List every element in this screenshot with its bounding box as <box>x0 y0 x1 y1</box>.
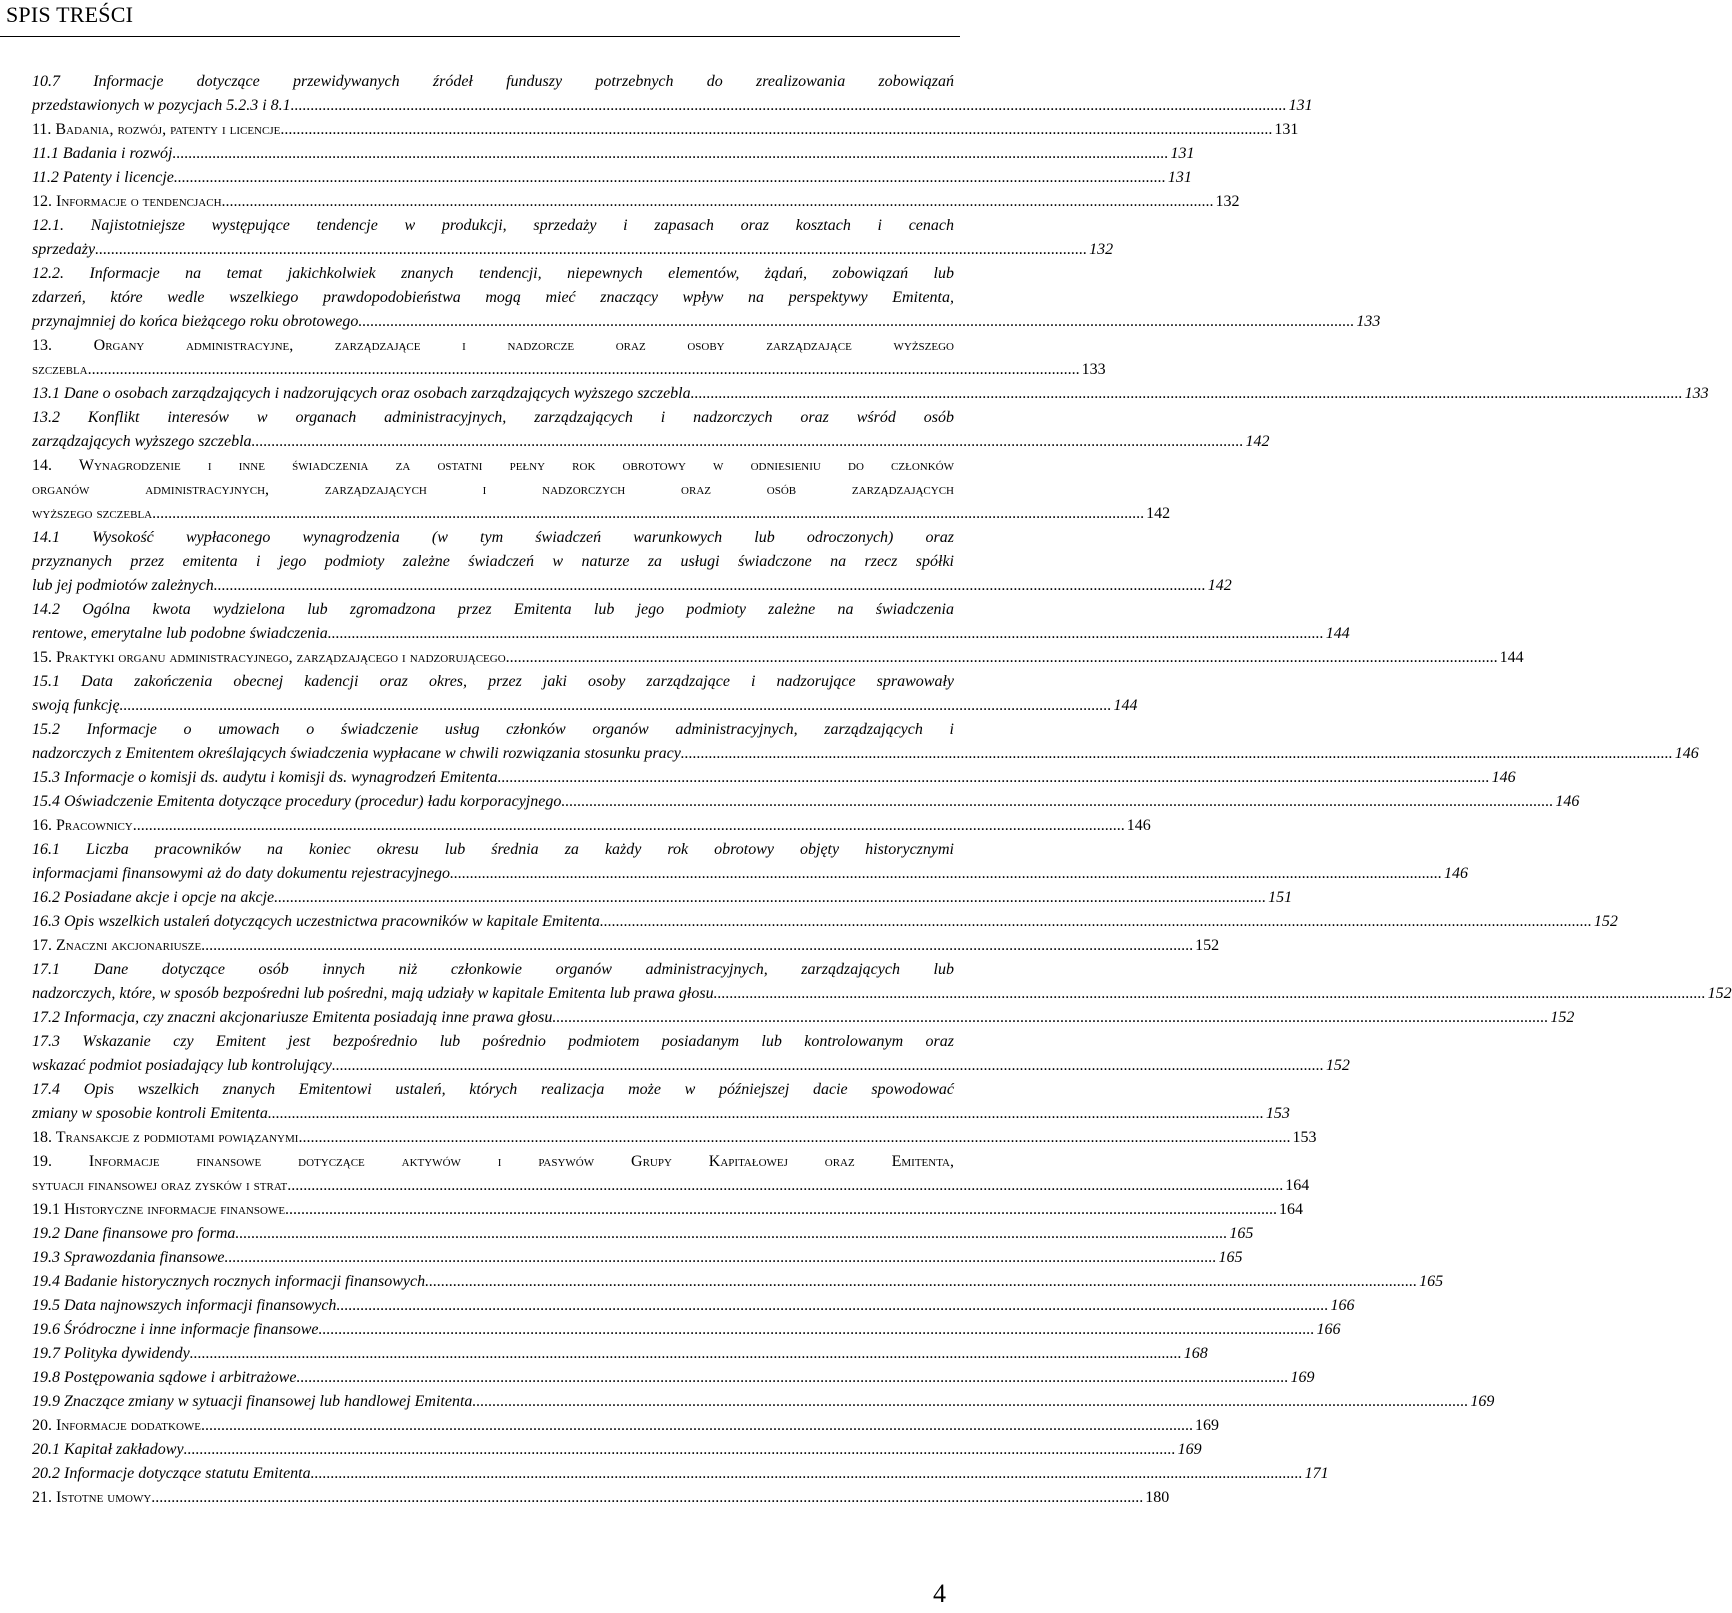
toc-entry[interactable] <box>32 1462 1329 1486</box>
toc-entry-last-line <box>32 1102 1290 1126</box>
toc-dot-leader <box>476 1390 1468 1414</box>
toc-dot-leader <box>506 646 1498 670</box>
toc-dot-leader <box>201 934 1193 958</box>
toc-page-number: 133 <box>1081 361 1106 378</box>
toc-entry-title: 19.4 Badanie historycznych rocznych informacji finansowych <box>32 1273 426 1290</box>
toc-page-number: 131 <box>1288 97 1313 114</box>
toc-entry-title: nadzorczych, które, w sposób bezpośredni lub pośredni, mają udziały w kapitale Emitenta lub prawa głosu <box>32 985 714 1002</box>
toc-entry-last-line <box>32 1294 1355 1318</box>
toc-dot-leader <box>224 1246 1216 1270</box>
toc-entry-line: 14.2 Ogólna kwota wydzielona lub zgromadzona przez Emitenta lub jego podmioty zależne na świadczenia <box>32 601 954 618</box>
toc-entry-title: zarządzających wyższego szczebla <box>32 433 252 450</box>
toc-entry-line: 12.2. Informacje na temat jakichkolwiek znanych tendencji, niepewnych elementów, żądań, zobowiązań lub <box>32 265 954 282</box>
toc-dot-leader <box>272 1102 1264 1126</box>
toc-entry-last-line <box>32 646 1524 670</box>
toc-entry[interactable] <box>32 382 1709 406</box>
toc-entry-last-line <box>32 1390 1495 1414</box>
toc-entry-title: wyższego szczebla <box>32 505 153 522</box>
toc-page-number: 142 <box>1245 433 1270 450</box>
toc-entry-title: 19.3 Sprawozdania finansowe <box>32 1249 225 1266</box>
toc-entry-last-line <box>32 574 1232 598</box>
toc-entry-title: 19.2 Dane finansowe pro forma <box>32 1225 236 1242</box>
toc-entry[interactable] <box>32 334 1106 382</box>
toc-dot-leader <box>311 1462 1303 1486</box>
toc-entry-line: 17.3 Wskazanie czy Emitent jest bezpośrednio lub pośrednio podmiotem posiadanym lub kontrolowanym oraz <box>32 1033 954 1050</box>
toc-entry-title: swoją funkcję <box>32 697 120 714</box>
toc-entry-title: 15.4 Oświadczenie Emitenta dotyczące procedury (procedur) ładu korporacyjnego <box>32 793 562 810</box>
toc-entry-last-line <box>32 1126 1317 1150</box>
toc-page-number: 132 <box>1089 241 1114 258</box>
toc-dot-leader <box>120 694 1112 718</box>
toc-page-number: 144 <box>1113 697 1138 714</box>
toc-dot-leader <box>556 1006 1548 1030</box>
toc-entry-last-line <box>32 862 1469 886</box>
toc-dot-leader <box>561 790 1553 814</box>
toc-entry-title: nadzorczych z Emitentem określających świadczenia wypłacane w chwili rozwiązania stosunku pracy <box>32 745 681 762</box>
toc-entry-line: 15.1 Data zakończenia obecnej kadencji oraz okres, przez jaki osoby zarządzające i nadzorujące sprawowały <box>32 673 954 690</box>
toc-dot-leader <box>450 862 1442 886</box>
toc-entry-title: 20.2 Informacje dotyczące statutu Emitenta <box>32 1465 311 1482</box>
toc-entry-last-line <box>32 118 1299 142</box>
toc-entry-title: przedstawionych w pozycjach 5.2.3 i 8.1. <box>32 97 295 114</box>
toc-page-number: 152 <box>1593 913 1618 930</box>
toc-entry[interactable] <box>32 934 1220 958</box>
toc-dot-leader <box>176 142 1168 166</box>
toc-entry-line: 14.1 Wysokość wypłaconego wynagrodzenia (w tym świadczeń warunkowych lub odroczonych) oraz <box>32 529 954 546</box>
toc-entry-last-line <box>32 1222 1254 1246</box>
toc-page-number: 168 <box>1183 1345 1208 1362</box>
toc-entry-line: 13. Organy administracyjne, zarządzające i nadzorcze oraz osoby zarządzające wyższego <box>32 337 954 354</box>
toc-entry-title: 11.2 Patenty i licencje <box>32 169 174 186</box>
toc-page-number: 169 <box>1470 1393 1495 1410</box>
toc-page-number: 169 <box>1195 1417 1219 1434</box>
toc-entry-title: 18. Transakcje z podmiotami powiązanymi <box>32 1129 299 1146</box>
toc-entry-last-line <box>32 1054 1350 1078</box>
toc-entry[interactable] <box>32 1318 1341 1342</box>
toc-page-number: 152 <box>1325 1057 1350 1074</box>
toc-entry[interactable] <box>32 790 1580 814</box>
toc-entry-line: 17.4 Opis wszelkich znanych Emitentowi ustaleń, których realizacja może w późniejszej dacie spowodować <box>32 1081 954 1098</box>
toc-page-number: 146 <box>1491 769 1516 786</box>
toc-page-number: 152 <box>1550 1009 1575 1026</box>
toc-entry[interactable] <box>32 646 1524 670</box>
toc-entry-title: 15.3 Informacje o komisji ds. audytu i komisji ds. wynagrodzeń Emitenta <box>32 769 498 786</box>
toc-entry[interactable] <box>32 526 1232 598</box>
toc-entry-last-line <box>32 142 1195 166</box>
toc-entry[interactable] <box>32 406 1270 454</box>
toc-entry[interactable] <box>32 190 1240 214</box>
toc-entry-title: 20.1 Kapitał zakładowy <box>32 1441 184 1458</box>
toc-page-number: 146 <box>1555 793 1580 810</box>
toc-entry[interactable] <box>32 166 1192 190</box>
toc-entry-last-line <box>32 310 1381 334</box>
toc-entry[interactable] <box>32 1414 1219 1438</box>
toc-page-number: 131 <box>1170 145 1195 162</box>
toc-page-number: 166 <box>1330 1297 1355 1314</box>
toc-entry-last-line <box>32 1246 1243 1270</box>
toc-entry[interactable] <box>32 958 1732 1006</box>
toc-entry-line: 14. Wynagrodzenie i inne świadczenia za ostatni pełny rok obrotowy w odniesieniu do członków <box>32 457 954 474</box>
toc-entry[interactable] <box>32 214 1114 262</box>
toc-entry[interactable] <box>32 1222 1254 1246</box>
toc-page-number: 164 <box>1279 1201 1304 1218</box>
toc-dot-leader <box>681 742 1673 766</box>
toc-page-number: 144 <box>1325 625 1350 642</box>
toc-page-number: 133 <box>1356 313 1381 330</box>
toc-entry-last-line <box>32 766 1516 790</box>
toc-entry[interactable] <box>32 1198 1304 1222</box>
toc-entry[interactable] <box>32 1006 1575 1030</box>
toc-entry[interactable] <box>32 838 1469 886</box>
toc-entry[interactable] <box>32 1150 1310 1198</box>
toc-entry-last-line <box>32 1462 1329 1486</box>
toc-dot-leader <box>332 622 1324 646</box>
toc-entry-last-line <box>32 1414 1219 1438</box>
toc-entry-last-line <box>32 742 1699 766</box>
toc-entry[interactable] <box>32 118 1299 142</box>
toc-dot-leader <box>285 1198 1277 1222</box>
toc-entry-title: 16.3 Opis wszelkich ustaleń dotyczących uczestnictwa pracowników w kapitale Emitenta <box>32 913 600 930</box>
toc-entry-title: 17.2 Informacja, czy znaczni akcjonariusze Emitenta posiadają inne prawa głosu. <box>32 1009 557 1026</box>
toc-entry[interactable] <box>32 1030 1350 1078</box>
toc-page-number: 146 <box>1444 865 1469 882</box>
toc-entry-title: wskazać podmiot posiadający lub kontrolujący <box>32 1057 332 1074</box>
toc-page-number: 131 <box>1274 121 1299 138</box>
toc-page-number: 144 <box>1499 649 1524 666</box>
toc-dot-leader <box>152 502 1144 526</box>
toc-entry-line: 13.2 Konflikt interesów w organach administracyjnych, zarządzających i nadzorczych oraz wśród osób <box>32 409 954 426</box>
toc-entry-line: 12.1. Najistotniejsze występujące tendencje w produkcji, sprzedaży i zapasach oraz kosztach i cenach <box>32 217 954 234</box>
toc-page-number: 151 <box>1268 889 1293 906</box>
toc-entry-last-line <box>32 982 1732 1006</box>
toc-entry-title: informacjami finansowymi aż do daty dokumentu rejestracyjnego <box>32 865 451 882</box>
toc-entry[interactable] <box>32 718 1699 766</box>
toc-entry-last-line <box>32 790 1580 814</box>
toc-page-number: 153 <box>1265 1105 1290 1122</box>
toc-entry[interactable] <box>32 598 1350 646</box>
toc-page-number: 165 <box>1218 1249 1243 1266</box>
toc-page-number: 166 <box>1316 1321 1341 1338</box>
page-number: 4 <box>933 1579 946 1608</box>
toc-page-number: 180 <box>1145 1489 1170 1506</box>
toc-dot-leader <box>214 574 1206 598</box>
toc-entry[interactable] <box>32 142 1195 166</box>
toc-entry-last-line <box>32 166 1192 190</box>
toc-entry-title: 12. Informacje o tendencjach <box>32 193 222 210</box>
toc-entry-last-line <box>32 622 1350 646</box>
toc-entry[interactable] <box>32 1342 1208 1366</box>
toc-entry-last-line <box>32 1006 1575 1030</box>
toc-entry[interactable] <box>32 1486 1170 1510</box>
toc-dot-leader <box>190 1342 1182 1366</box>
toc-page-number: 142 <box>1207 577 1232 594</box>
toc-dot-leader <box>295 94 1287 118</box>
toc-entry[interactable] <box>32 1390 1495 1414</box>
toc-entry-line: 15.2 Informacje o umowach o świadczenie usług członków organów administracyjnych, zarządzających i <box>32 721 954 738</box>
toc-entry-last-line <box>32 910 1618 934</box>
toc-entry-title: 16.2 Posiadane akcje i opcje na akcje <box>32 889 275 906</box>
toc-dot-leader <box>235 1222 1227 1246</box>
toc-entry-last-line <box>32 886 1293 910</box>
toc-page-number: 153 <box>1292 1129 1317 1146</box>
toc-entry-line: 17.1 Dane dotyczące osób innych niż członkowie organów administracyjnych, zarządzających lub <box>32 961 954 978</box>
toc-entry-last-line <box>32 934 1220 958</box>
toc-entry-last-line <box>32 814 1151 838</box>
toc-entry-last-line <box>32 1270 1444 1294</box>
toc-entry-title: szczebla <box>32 361 88 378</box>
toc-entry-last-line <box>32 1438 1202 1462</box>
toc-dot-leader <box>323 1318 1315 1342</box>
toc-entry[interactable] <box>32 1126 1317 1150</box>
toc-page-number: 152 <box>1195 937 1220 954</box>
toc-entry-line: zdarzeń, które wedle wszelkiego prawdopodobieństwa mogą mieć znaczący wpływ na perspektywy Emitenta, <box>32 289 954 306</box>
toc-entry-title: sytuacji finansowej oraz zysków i strat. <box>32 1177 292 1194</box>
toc-entry[interactable] <box>32 1078 1290 1126</box>
toc-entry-last-line <box>32 1174 1310 1198</box>
toc-page-number: 169 <box>1177 1441 1202 1458</box>
toc-entry[interactable] <box>32 70 1313 118</box>
header-divider <box>0 36 960 37</box>
toc-entry-last-line <box>32 94 1313 118</box>
toc-entry-title: 17. Znaczni akcjonariusze <box>32 937 202 954</box>
toc-entry[interactable] <box>32 1246 1243 1270</box>
toc-page-number: 152 <box>1707 985 1732 1002</box>
toc-page-number: 165 <box>1419 1273 1444 1290</box>
toc-page-number: 169 <box>1290 1369 1315 1386</box>
toc-dot-leader <box>362 310 1354 334</box>
page-header-title: SPIS TREŚCI <box>6 2 134 27</box>
toc-dot-leader <box>498 766 1490 790</box>
toc-page-number: 142 <box>1146 505 1171 522</box>
toc-entry-title: przynajmniej do końca bieżącego roku obrotowego. <box>32 313 363 330</box>
toc-entry-line: 19. Informacje finansowe dotyczące aktywów i pasywów Grupy Kapitałowej oraz Emitenta, <box>32 1153 954 1170</box>
toc-page-number: 165 <box>1229 1225 1254 1242</box>
toc-entry-last-line <box>32 1198 1304 1222</box>
toc-entry-title: sprzedaży <box>32 241 96 258</box>
toc-dot-leader <box>296 1366 1288 1390</box>
toc-dot-leader <box>600 910 1592 934</box>
toc-entry-title: 19.1 Historyczne informacje finansowe <box>32 1201 286 1218</box>
toc-entry-last-line <box>32 430 1270 454</box>
toc-page-number: 131 <box>1167 169 1192 186</box>
toc-page-number: 132 <box>1215 193 1240 210</box>
toc-dot-leader <box>252 430 1244 454</box>
toc-entry[interactable] <box>32 262 1381 334</box>
toc-entry-title: 19.7 Polityka dywidendy <box>32 1345 190 1362</box>
toc-entry-title: 19.6 Śródroczne i inne informacje finansowe. <box>32 1321 323 1338</box>
toc-dot-leader <box>174 166 1166 190</box>
toc-entry-last-line <box>32 1342 1208 1366</box>
toc-entry[interactable] <box>32 1366 1315 1390</box>
toc-entry-last-line <box>32 502 1171 526</box>
toc-entry-last-line <box>32 694 1138 718</box>
toc-entry[interactable] <box>32 1294 1355 1318</box>
toc-entry[interactable] <box>32 910 1618 934</box>
toc-dot-leader <box>425 1270 1417 1294</box>
toc-entry-title: 20. Informacje dodatkowe <box>32 1417 201 1434</box>
toc-entry[interactable] <box>32 670 1138 718</box>
toc-entry-last-line <box>32 190 1240 214</box>
toc-dot-leader <box>201 1414 1193 1438</box>
toc-entry-line: organów administracyjnych, zarządzających i nadzorczych oraz osób zarządzających <box>32 481 954 498</box>
toc-dot-leader <box>298 1126 1290 1150</box>
toc-entry-line: 16.1 Liczba pracowników na koniec okresu lub średnia za każdy rok obrotowy objęty historycznymi <box>32 841 954 858</box>
toc-entry-line: 10.7 Informacje dotyczące przewidywanych źródeł funduszy potrzebnych do zrealizowania zobowiązań <box>32 73 954 90</box>
toc-entry-title: 13.1 Dane o osobach zarządzających i nadzorujących oraz osobach zarządzających wyższego szczebla <box>32 385 691 402</box>
table-of-contents <box>32 70 1732 1510</box>
toc-entry[interactable] <box>32 454 1171 526</box>
toc-entry-title: zmiany w sposobie kontroli Emitenta. <box>32 1105 272 1122</box>
toc-entry-last-line <box>32 1486 1170 1510</box>
toc-page-number: 171 <box>1304 1465 1329 1482</box>
toc-entry-last-line <box>32 1366 1315 1390</box>
toc-entry-title: 19.8 Postępowania sądowe i arbitrażowe <box>32 1369 297 1386</box>
toc-entry-title: 21. Istotne umowy <box>32 1489 152 1506</box>
toc-dot-leader <box>95 238 1087 262</box>
toc-page-number: 146 <box>1674 745 1699 762</box>
toc-entry-title: 16. Pracownicy <box>32 817 133 834</box>
toc-entry[interactable] <box>32 814 1151 838</box>
toc-entry-last-line <box>32 382 1709 406</box>
toc-dot-leader <box>151 1486 1143 1510</box>
toc-dot-leader <box>291 1174 1283 1198</box>
toc-entry[interactable] <box>32 766 1516 790</box>
toc-dot-leader <box>133 814 1125 838</box>
toc-entry-title: 11. Badania, rozwój, patenty i licencje <box>32 121 281 138</box>
toc-dot-leader <box>274 886 1266 910</box>
toc-dot-leader <box>184 1438 1176 1462</box>
toc-entry-title: lub jej podmiotów zależnych <box>32 577 214 594</box>
toc-page-number: 164 <box>1285 1177 1310 1194</box>
toc-entry-line: przyznanych przez emitenta i jego podmioty zależne świadczeń w naturze za usługi świadczone na rzecz spółki <box>32 553 954 570</box>
toc-entry-last-line <box>32 358 1106 382</box>
toc-dot-leader <box>332 1054 1324 1078</box>
toc-entry-title: rentowe, emerytalne lub podobne świadczenia. <box>32 625 332 642</box>
toc-dot-leader <box>691 382 1683 406</box>
toc-page-number: 133 <box>1684 385 1709 402</box>
toc-dot-leader <box>336 1294 1328 1318</box>
toc-entry[interactable] <box>32 1438 1202 1462</box>
toc-dot-leader <box>714 982 1706 1006</box>
toc-dot-leader <box>280 118 1272 142</box>
toc-entry-title: 19.9 Znaczące zmiany w sytuacji finansowej lub handlowej Emitenta. <box>32 1393 477 1410</box>
toc-entry[interactable] <box>32 886 1293 910</box>
toc-entry-title: 19.5 Data najnowszych informacji finansowych <box>32 1297 337 1314</box>
toc-entry-title: 11.1 Badania i rozwój. <box>32 145 177 162</box>
toc-entry-title: 15. Praktyki organu administracyjnego, zarządzającego i nadzorującego <box>32 649 506 666</box>
toc-entry-last-line <box>32 238 1114 262</box>
toc-entry[interactable] <box>32 1270 1444 1294</box>
toc-page-number: 146 <box>1126 817 1151 834</box>
toc-dot-leader <box>222 190 1214 214</box>
toc-entry-last-line <box>32 1318 1341 1342</box>
toc-dot-leader <box>88 358 1080 382</box>
